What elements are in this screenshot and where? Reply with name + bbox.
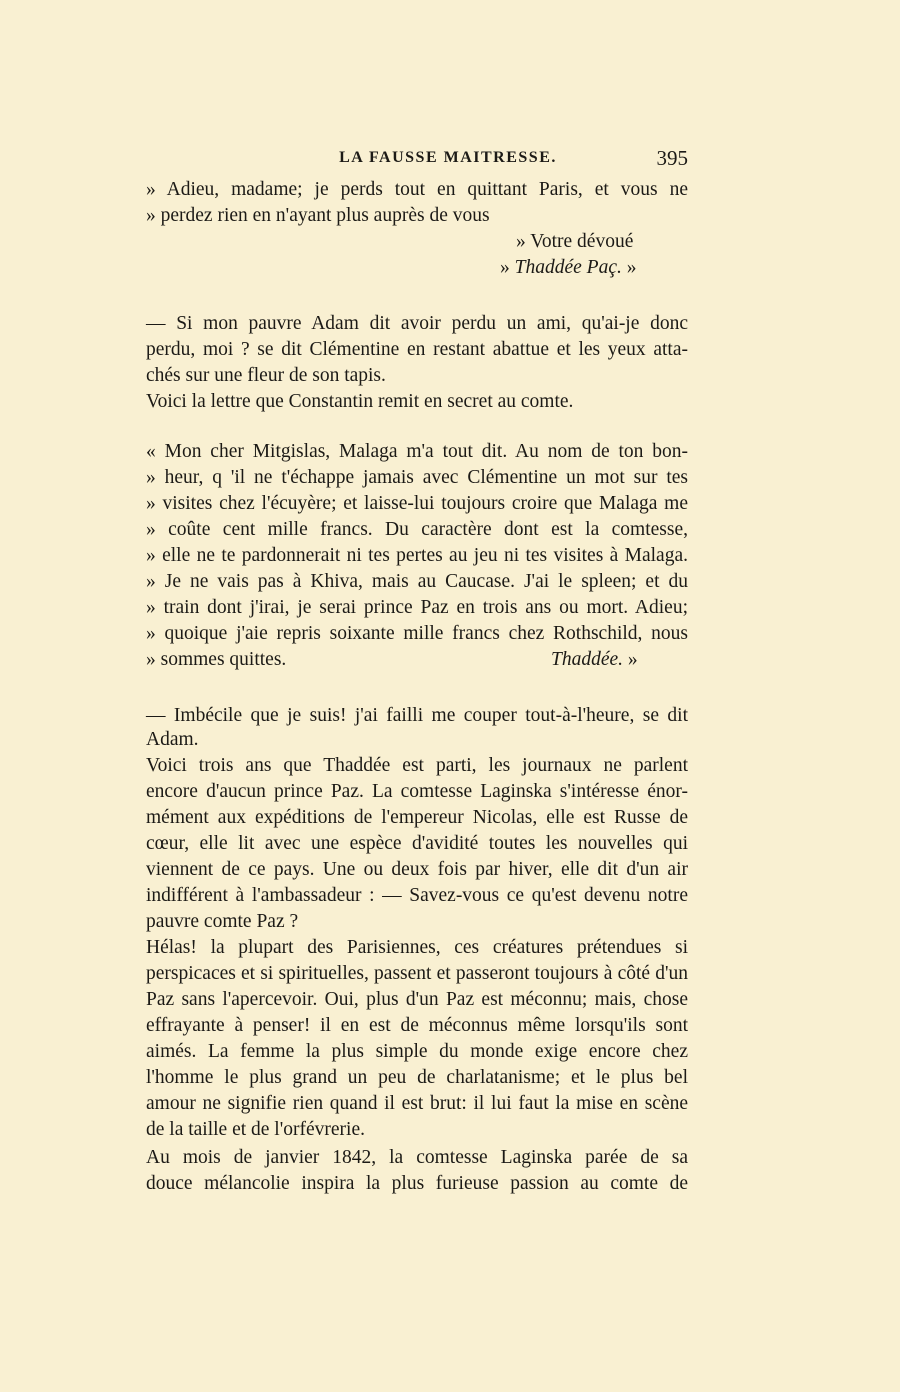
text-line: Voici la lettre que Constantin remit en secret au comte. bbox=[146, 391, 574, 412]
text-line: — Si mon pauvre Adam dit avoir perdu un ami, qu'ai-je donc bbox=[146, 313, 688, 334]
text-line: chés sur une fleur de son tapis. bbox=[146, 365, 386, 386]
text-line: aimés. La femme la plus simple du monde exige encore chez bbox=[146, 1041, 688, 1062]
text-line: viennent de ce pays. Une ou deux fois par hiver, elle dit d'un air bbox=[146, 859, 688, 880]
text-line: » Adieu, madame; je perds tout en quittant Paris, et vous ne bbox=[146, 179, 688, 200]
text-line: » elle ne te pardonnerait ni tes pertes au jeu ni tes visites à Malaga. bbox=[146, 545, 688, 566]
text-line: » train dont j'irai, je serai prince Paz en trois ans ou mort. Adieu; bbox=[146, 597, 688, 618]
text-line: amour ne signifie rien quand il est brut: il lui faut la mise en scène bbox=[146, 1093, 688, 1114]
text-line: » sommes quittes. bbox=[146, 649, 287, 670]
signature-name: Thaddée Paç. bbox=[514, 257, 622, 278]
running-title: LA FAUSSE MAITRESSE. bbox=[339, 149, 557, 166]
sig-suffix: » bbox=[621, 257, 637, 278]
text-line: « Mon cher Mitgislas, Malaga m'a tout dit. Au nom de ton bon- bbox=[146, 441, 688, 462]
text-line: Paz sans l'apercevoir. Oui, plus d'un Paz est méconnu; mais, chose bbox=[146, 989, 688, 1010]
text-line: mément aux expéditions de l'empereur Nicolas, elle est Russe de bbox=[146, 807, 688, 828]
text-line: Au mois de janvier 1842, la comtesse Laginska parée de sa bbox=[146, 1147, 688, 1168]
text-line: douce mélancolie inspira la plus furieuse passion au comte de bbox=[146, 1173, 688, 1194]
text-line: — Imbécile que je suis! j'ai failli me couper tout-à-l'heure, se dit bbox=[146, 705, 688, 726]
text-line: indifférent à l'ambassadeur : — Savez-vous ce qu'est devenu notre bbox=[146, 885, 688, 906]
text-line: de la taille et de l'orfévrerie. bbox=[146, 1119, 365, 1140]
text-line: Adam. bbox=[146, 729, 199, 750]
text-line: perspicaces et si spirituelles, passent et passeront toujours à côté d'un bbox=[146, 963, 688, 984]
letter-signature bbox=[500, 255, 636, 281]
text-line: encore d'aucun prince Paz. La comtesse Laginska s'intéresse énor- bbox=[146, 781, 688, 802]
signature-name: Thaddée. bbox=[551, 649, 624, 670]
text-line: perdu, moi ? se dit Clémentine en restant abattue et les yeux atta- bbox=[146, 339, 688, 360]
letter-signature bbox=[551, 647, 638, 673]
text-line: » visites chez l'écuyère; et laisse-lui toujours croire que Malaga me bbox=[146, 493, 688, 514]
page-number: 395 bbox=[656, 146, 688, 170]
text-line: Voici trois ans que Thaddée est parti, les journaux ne parlent bbox=[146, 755, 688, 776]
letter-closing: » Votre dévoué bbox=[516, 231, 634, 252]
text-line: l'homme le plus grand un peu de charlatanisme; et le plus bel bbox=[146, 1067, 688, 1088]
page-header bbox=[146, 146, 688, 172]
text-line: effrayante à penser! il en est de méconnus même lorsqu'ils sont bbox=[146, 1015, 688, 1036]
text-line: » heur, q 'il ne t'échappe jamais avec Clémentine un mot sur tes bbox=[146, 467, 688, 488]
text-line: cœur, elle lit avec une espèce d'avidité toutes les nouvelles qui bbox=[146, 833, 688, 854]
text-line: » quoique j'aie repris soixante mille francs chez Rothschild, nous bbox=[146, 623, 688, 644]
sig-prefix: » bbox=[500, 257, 515, 278]
text-line: » coûte cent mille francs. Du caractère dont est la comtesse, bbox=[146, 519, 688, 540]
text-line: » Je ne vais pas à Khiva, mais au Caucase. J'ai le spleen; et du bbox=[146, 571, 688, 592]
text-line: Hélas! la plupart des Parisiennes, ces créatures prétendues si bbox=[146, 937, 688, 958]
text-line: » perdez rien en n'ayant plus auprès de vous bbox=[146, 205, 490, 226]
sig-suffix: » bbox=[623, 649, 638, 670]
text-line: pauvre comte Paz ? bbox=[146, 911, 299, 932]
